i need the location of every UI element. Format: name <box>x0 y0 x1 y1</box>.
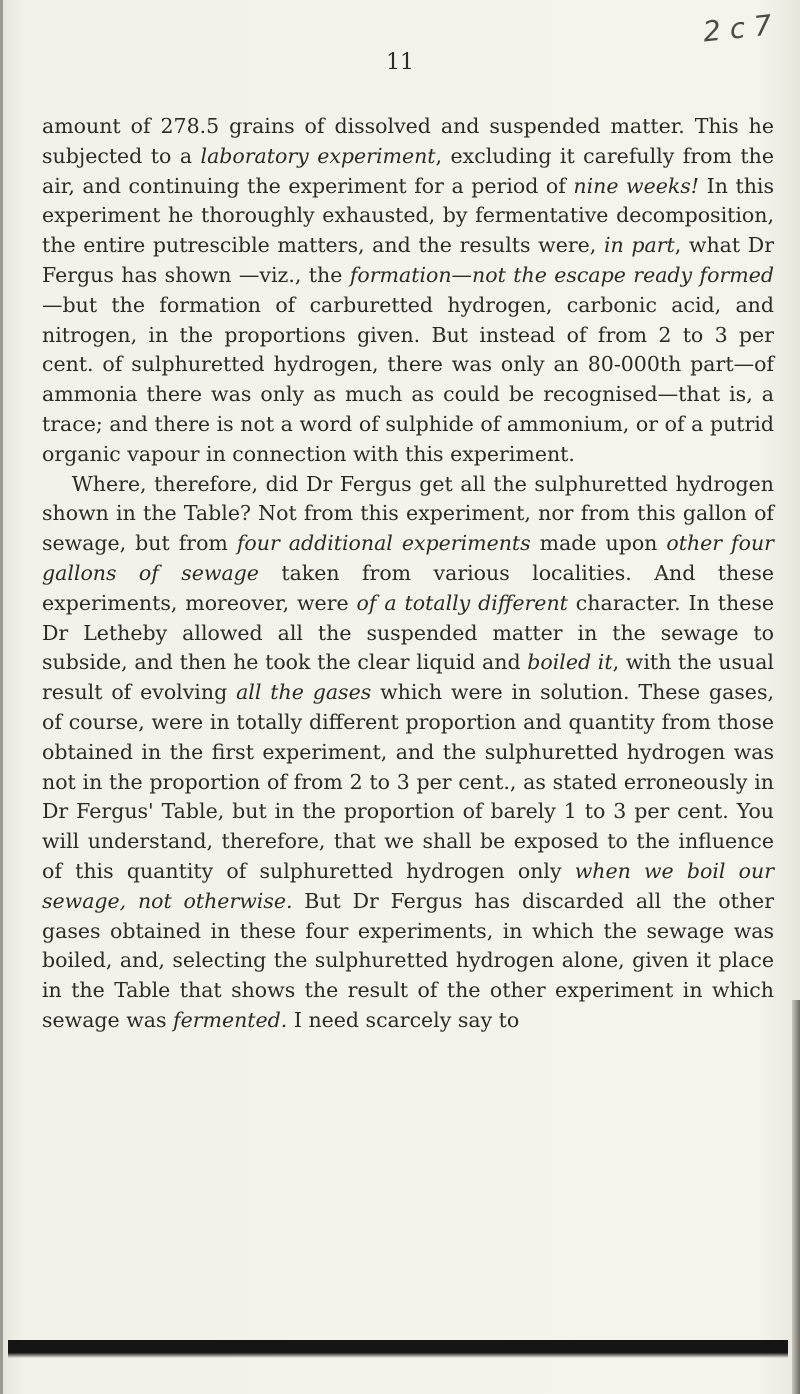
italic-text-run: all the gases <box>236 680 372 705</box>
bottom-scan-border <box>8 1340 788 1358</box>
handwritten-corner-note: 2 c 7 <box>701 8 774 49</box>
page-number: 11 <box>386 50 414 75</box>
italic-text-run: when we boil our sewage, not otherwise. <box>42 858 774 913</box>
text-run: character. In these Dr Letheby allowed all the suspended matter in the sewage to subside, and then he took the clear liquid and <box>42 590 775 675</box>
text-run: Where, therefore, did Dr Fergus get all the sulphuretted hydrogen shown in the Table? Not from this experiment, nor from this gallon of sewage, but from <box>42 471 774 556</box>
italic-text-run: in part <box>603 233 675 258</box>
text-run: , what Dr Fergus has shown —viz., the <box>42 233 774 287</box>
italic-text-run: formation—not the escape ready formed <box>349 262 774 287</box>
text-run: But Dr Fergus has discarded all the other gases obtained in these four experiments, in which the sewage was boiled, and, selecting the sulphuretted hydrogen alone, given it place in the Table that shows the result of the other experiment in which sewage was <box>42 888 774 1032</box>
italic-text-run: fermented. <box>173 1007 288 1032</box>
italic-text-run: nine weeks! <box>573 173 700 198</box>
text-run: I need scarcely say to <box>287 1007 520 1032</box>
text-run: , with the usual result of evolving <box>42 650 774 705</box>
italic-text-run: boiled it <box>527 650 613 675</box>
paragraph <box>42 470 774 1036</box>
text-run: made upon <box>530 531 667 556</box>
page-right-edge <box>792 1000 800 1394</box>
italic-text-run: laboratory experiment <box>200 143 436 168</box>
italic-text-run: other four gallons of sewage <box>42 531 774 585</box>
italic-text-run: four additional experiments <box>236 531 531 556</box>
text-run: In this experiment he thoroughly exhausted, by fermentative decomposition, the entire putrescible matters, and the results were, <box>42 173 774 258</box>
text-run: —but the formation of carburetted hydrogen, carbonic acid, and nitrogen, in the proportions given. But instead of from 2 to 3 per cent. of sulphuretted hydrogen, there was only an 80-000th part—of ammonia there was only as much as could be recognised—that is, a trace; and there is not a word of sulphide of ammonium, or of a putrid organic vapour in connection with this experiment. <box>42 292 774 466</box>
text-run: taken from various localities. And these experiments, moreover, were <box>42 560 774 615</box>
paragraph <box>42 112 774 470</box>
text-run: amount of 278.5 grains of dissolved and suspended matter. This he subjected to a <box>42 114 774 168</box>
text-run: which were in solution. These gases, of course, were in totally different proportion and quantity from those obtained in the first experiment, and the sulphuretted hydrogen was not in the proportion of from 2 to 3 per cent., as stated erroneously in Dr Fergus' Table, but in the proportion of barely 1 to 3 per cent. You will understand, therefore, that we shall be exposed to the influence of this quantity of sulphuretted hydrogen only <box>42 680 774 883</box>
body-text <box>42 112 774 1036</box>
italic-text-run: of a totally different <box>356 590 568 615</box>
page-left-edge <box>0 0 3 1394</box>
text-run: , excluding it carefully from the air, and continuing the experiment for a period of <box>42 143 774 198</box>
